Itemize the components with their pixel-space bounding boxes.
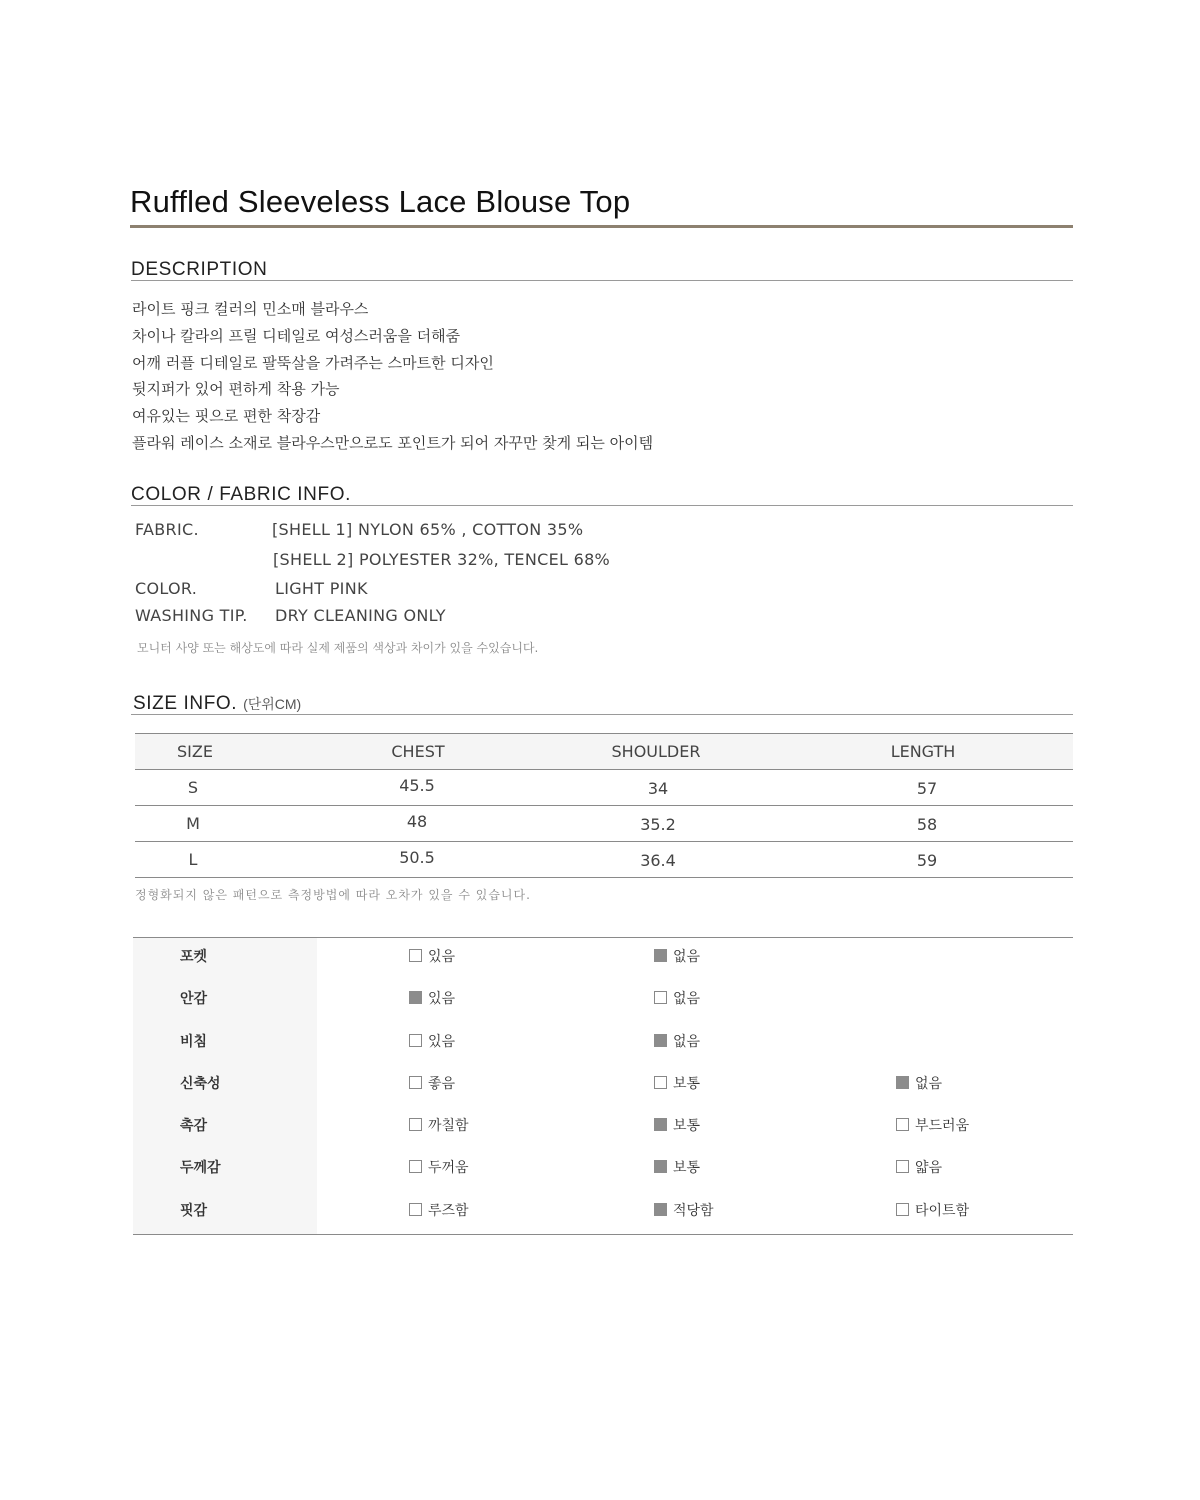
table-row	[135, 842, 1073, 878]
attribute-label-cell	[133, 1192, 317, 1234]
unchecked-box-icon	[409, 949, 422, 962]
option-label: 보통	[673, 1075, 701, 1092]
unchecked-box-icon	[409, 1076, 422, 1089]
size-disclaimer: 정형화되지 않은 패턴으로 측정방법에 따라 오차가 있을 수 있습니다.	[135, 888, 531, 902]
unchecked-box-icon	[409, 1034, 422, 1047]
size-cell: M	[186, 814, 200, 833]
washing-value: DRY CLEANING ONLY	[275, 606, 446, 625]
attribute-option	[896, 1065, 942, 1103]
checked-box-icon	[654, 1034, 667, 1047]
attribute-option	[409, 1149, 469, 1187]
unchecked-box-icon	[409, 1160, 422, 1173]
description-line: 여유있는 핏으로 편한 착장감	[132, 407, 321, 426]
size-table	[135, 733, 1073, 878]
option-label: 부드러움	[915, 1118, 970, 1135]
unchecked-box-icon	[409, 1203, 422, 1216]
attribute-label: 핏감	[180, 1202, 208, 1219]
attribute-label: 신축성	[180, 1075, 221, 1092]
attribute-option	[654, 938, 700, 976]
size-cell: S	[187, 778, 199, 797]
shoulder-column-header: SHOULDER	[611, 742, 701, 761]
unchecked-box-icon	[896, 1118, 909, 1131]
attribute-table	[133, 937, 1073, 1235]
attribute-option	[409, 980, 455, 1018]
attribute-label: 안감	[180, 991, 208, 1008]
description-heading: DESCRIPTION	[131, 259, 268, 280]
chest-cell: 48	[406, 812, 428, 831]
option-label: 보통	[673, 1160, 701, 1177]
attribute-option	[654, 1065, 700, 1103]
attribute-option	[409, 1107, 469, 1145]
checked-box-icon	[896, 1076, 909, 1089]
option-label: 보통	[673, 1118, 701, 1135]
size-heading	[133, 693, 1073, 715]
size-cell: L	[188, 850, 198, 869]
size-unit: (단위CM)	[243, 696, 302, 712]
attribute-row-pocket	[133, 938, 1073, 980]
color-value: LIGHT PINK	[275, 579, 368, 598]
attribute-option	[896, 1107, 969, 1145]
color-disclaimer: 모니터 사양 또는 해상도에 따라 실제 제품의 색상과 차이가 있을 수있습니다.	[137, 641, 539, 655]
table-row	[135, 770, 1073, 806]
attribute-label-cell	[133, 1023, 317, 1065]
size-divider	[131, 714, 1073, 715]
fabric-value-shell1: [SHELL 1] NYLON 65% , COTTON 35%	[272, 520, 584, 539]
unchecked-box-icon	[896, 1203, 909, 1216]
unchecked-box-icon	[409, 1118, 422, 1131]
attribute-row-thickness	[133, 1149, 1073, 1191]
option-label: 있음	[428, 949, 456, 965]
attribute-option	[896, 1149, 942, 1187]
option-label: 적당함	[673, 1202, 714, 1219]
description-text	[132, 298, 653, 459]
option-label: 루즈함	[428, 1202, 469, 1219]
table-row	[135, 806, 1073, 842]
checked-box-icon	[409, 991, 422, 1004]
attribute-option	[409, 938, 455, 976]
checked-box-icon	[654, 949, 667, 962]
option-label: 없음	[673, 991, 701, 1008]
option-label: 없음	[673, 949, 701, 965]
attribute-option	[654, 1192, 714, 1230]
option-label: 타이트함	[915, 1202, 970, 1219]
description-divider	[131, 280, 1073, 281]
product-title: Ruffled Sleeveless Lace Blouse Top	[130, 184, 631, 219]
attribute-option	[654, 1149, 700, 1187]
color-label: COLOR.	[135, 579, 198, 598]
description-line: 플라워 레이스 소재로 블라우스만으로도 포인트가 되어 자꾸만 찾게 되는 아이템	[132, 433, 654, 452]
attribute-option	[654, 1107, 700, 1145]
attribute-label: 비침	[180, 1033, 208, 1050]
attribute-row-lining	[133, 980, 1073, 1022]
attribute-option	[409, 1192, 469, 1230]
option-label: 있음	[428, 991, 456, 1008]
option-label: 있음	[428, 1033, 456, 1050]
option-label: 좋음	[428, 1075, 456, 1092]
attribute-label: 포켓	[180, 949, 208, 965]
washing-label: WASHING TIP.	[135, 606, 248, 625]
length-cell: 58	[916, 815, 938, 834]
option-label: 얇음	[915, 1160, 943, 1177]
attribute-option	[409, 1065, 455, 1103]
attribute-row-texture	[133, 1107, 1073, 1149]
length-column-header: LENGTH	[890, 742, 956, 761]
chest-cell: 50.5	[399, 848, 435, 867]
attribute-row-sheerness	[133, 1023, 1073, 1065]
fabric-label: FABRIC.	[135, 520, 199, 539]
attribute-label: 촉감	[180, 1118, 208, 1135]
fabric-heading: COLOR / FABRIC INFO.	[131, 484, 351, 505]
description-line: 차이나 칼라의 프릴 디테일로 여성스러움을 더해줌	[132, 326, 461, 345]
unchecked-box-icon	[654, 991, 667, 1004]
description-line: 어깨 러플 디테일로 팔뚝살을 가려주는 스마트한 디자인	[132, 353, 494, 372]
attribute-label-cell	[133, 1107, 317, 1149]
length-cell: 57	[916, 779, 938, 798]
attribute-label: 두께감	[180, 1160, 221, 1177]
size-table-header	[135, 733, 1073, 770]
attribute-row-fit	[133, 1192, 1073, 1234]
checked-box-icon	[654, 1118, 667, 1131]
size-column-header: SIZE	[177, 742, 213, 761]
attribute-label-cell	[133, 1065, 317, 1107]
attribute-option	[654, 980, 700, 1018]
attribute-label-cell	[133, 1149, 317, 1191]
option-label: 없음	[673, 1033, 701, 1050]
option-label: 두꺼움	[428, 1160, 469, 1177]
shoulder-cell: 36.4	[640, 851, 676, 870]
length-cell: 59	[916, 851, 938, 870]
checked-box-icon	[654, 1160, 667, 1173]
shoulder-cell: 34	[647, 779, 669, 798]
checked-box-icon	[654, 1203, 667, 1216]
option-label: 없음	[915, 1075, 943, 1092]
attribute-option	[654, 1023, 700, 1061]
attribute-row-stretch	[133, 1065, 1073, 1107]
unchecked-box-icon	[654, 1076, 667, 1089]
fabric-value-shell2: [SHELL 2] POLYESTER 32%, TENCEL 68%	[273, 550, 611, 569]
fabric-divider	[131, 505, 1073, 506]
description-line: 뒷지퍼가 있어 편하게 착용 가능	[132, 380, 340, 399]
attribute-option	[896, 1192, 969, 1230]
chest-column-header: CHEST	[391, 742, 445, 761]
chest-cell: 45.5	[399, 776, 435, 795]
option-label: 까칠함	[428, 1118, 469, 1135]
shoulder-cell: 35.2	[640, 815, 676, 834]
description-line: 라이트 핑크 컬러의 민소매 블라우스	[132, 300, 369, 318]
attribute-label-cell	[133, 980, 317, 1022]
attribute-label-cell	[133, 938, 317, 980]
size-heading-text: SIZE INFO.	[133, 693, 238, 714]
unchecked-box-icon	[896, 1160, 909, 1173]
attribute-option	[409, 1023, 455, 1061]
title-divider	[130, 225, 1073, 228]
